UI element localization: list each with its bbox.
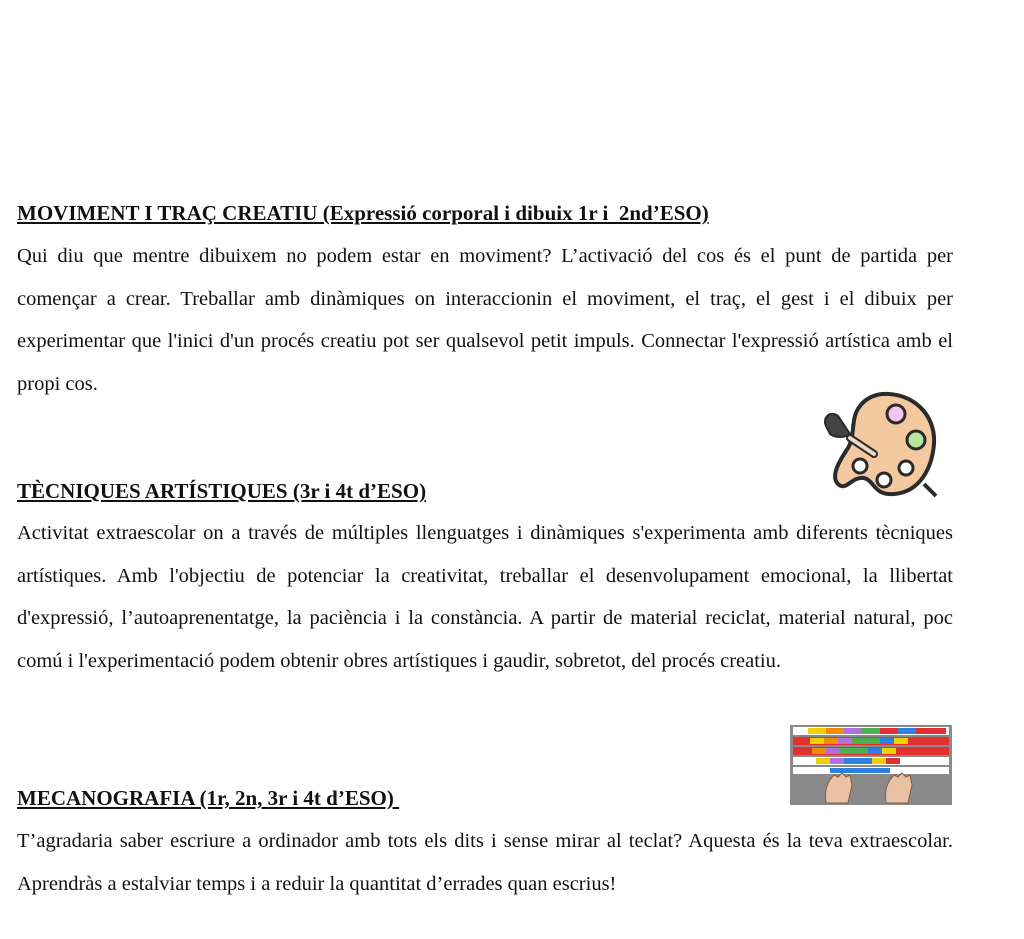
- section-body-moviment: Qui diu que mentre dibuixem no podem estar en moviment? L’activació del cos és el punt de partida per començar a crear. Treballar amb dinàmiques on interaccionin el moviment, el traç, el gest i el dibuix per experimentar que l'inici d'un procés creatiu pot ser qualsevol petit impuls. Connectar l'expressió artística amb el propi cos.: [17, 245, 953, 395]
- typing-keyboard-icon: [790, 725, 952, 805]
- section-body-mecanografia: T’agradaria saber escriure a ordinador amb tots els dits i sense mirar al teclat? Aquesta és la teva extraescolar. Aprendràs a estalviar temps i a reduir la quantitat d’errades quan escrius!: [17, 830, 953, 895]
- section-heading-moviment: MOVIMENT I TRAÇ CREATIU (Expressió corporal i dibuix 1r i 2nd’ESO): [17, 201, 709, 225]
- section-heading-tecniques: TÈCNIQUES ARTÍSTIQUES (3r i 4t d’ESO): [17, 479, 427, 503]
- section-heading-mecanografia: MECANOGRAFIA (1r, 2n, 3r i 4t d’ESO): [17, 786, 400, 810]
- section-body-tecniques: Activitat extraescolar on a través de múltiples llenguatges i dinàmiques s'experimenta amb diferents tècniques artístiques. Amb l'objectiu de potenciar la creativitat, treballar el desenvolupament emocional, la llibertat d'expressió, l’autoaprenentatge, la paciència i la constància. A partir de material reciclat, material natural, poc comú i l'experimentació podem obtenir obres artístiques i gaudir, sobretot, del procés creatiu.: [17, 522, 953, 672]
- paint-palette-icon: [820, 388, 938, 498]
